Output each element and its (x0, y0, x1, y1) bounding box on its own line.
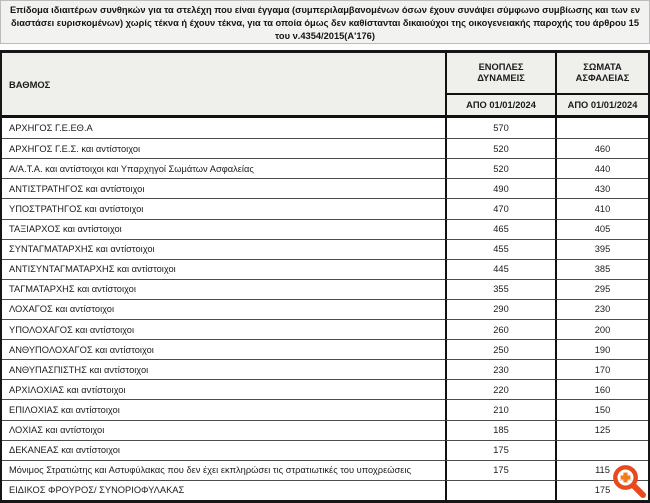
security-corps-value: 395 (555, 239, 648, 259)
security-corps-value: 190 (555, 339, 648, 359)
column-header-armed-forces (445, 53, 555, 93)
security-corps-value: 200 (555, 319, 648, 339)
column-header-armed-forces-label: ΕΝΟΠΛΕΣ ΔΥΝΑΜΕΙΣ (477, 62, 525, 83)
rank-cell: ΕΠΙΛΟΧΙΑΣ και αντίστοιχοι (2, 399, 445, 419)
subheader-security-corps-date: ΑΠΟ 01/01/2024 (555, 93, 648, 115)
rank-cell: ΕΙΔΙΚΟΣ ΦΡΟΥΡΟΣ/ ΣΥΝΟΡΙΟΦΥΛΑΚΑΣ (2, 480, 445, 500)
security-corps-value: 440 (555, 158, 648, 178)
rank-cell: ΛΟΧΙΑΣ και αντίστοιχοι (2, 420, 445, 440)
column-header-security-corps (555, 53, 648, 93)
armed-forces-value (445, 480, 555, 500)
security-corps-value (555, 440, 648, 460)
armed-forces-value: 455 (445, 239, 555, 259)
armed-forces-value: 470 (445, 198, 555, 218)
armed-forces-value: 175 (445, 460, 555, 480)
security-corps-value: 125 (555, 420, 648, 440)
rank-cell: ΑΝΘΥΠΑΣΠΙΣΤΗΣ και αντίστοιχοι (2, 359, 445, 379)
security-corps-value: 160 (555, 379, 648, 399)
security-corps-value: 410 (555, 198, 648, 218)
armed-forces-value: 230 (445, 359, 555, 379)
security-corps-value (555, 118, 648, 138)
table-title: Επίδομα ιδιαιτέρων συνθηκών για τα στελέχη που είναι έγγαμα (συμπεριλαμβανομένων όσων έχουν συνάψει σύμφωνο συμβίωσης και των εν διαστάσει ευρισκομένων) χωρίς τέκνα ή έχουν τέκνα, για τα οποία όμως δεν καθίστανται δικαιούχοι της οικογενειακής παροχής του άρθρου 15 του ν.4354/2015(Α'176) (0, 0, 650, 44)
armed-forces-value: 290 (445, 299, 555, 319)
rank-cell: ΤΑΞΙΑΡΧΟΣ και αντίστοιχοι (2, 219, 445, 239)
armed-forces-value: 250 (445, 339, 555, 359)
rank-cell: Μόνιμος Στρατιώτης και Αστυφύλακας που δεν έχει εκπληρώσει τις στρατιωτικές του υποχρεώσεις (2, 460, 445, 480)
rank-cell: ΑΡΧΗΓΟΣ Γ.Ε.ΕΘ.Α (9, 123, 93, 134)
zoom-in-button[interactable] (610, 462, 648, 500)
rank-cell: ΛΟΧΑΓΟΣ και αντίστοιχοι (2, 299, 445, 319)
rank-cell: ΥΠΟΣΤΡΑΤΗΓΟΣ και αντίστοιχοι (2, 198, 445, 218)
security-corps-value: 405 (555, 219, 648, 239)
table-header (2, 53, 648, 118)
allowance-table (0, 50, 650, 503)
armed-forces-value: 490 (445, 178, 555, 198)
security-corps-value: 115 (555, 460, 648, 480)
security-corps-value: 430 (555, 178, 648, 198)
armed-forces-value: 260 (445, 319, 555, 339)
rank-cell: ΑΡΧΗΓΟΣ Γ.Ε.Σ. και αντίστοιχοι (2, 138, 445, 158)
security-corps-value: 175 (555, 480, 648, 500)
armed-forces-value: 185 (445, 420, 555, 440)
rank-cell: ΑΝΘΥΠΟΛΟΧΑΓΟΣ και αντίστοιχοι (2, 339, 445, 359)
rank-cell: ΔΕΚΑΝΕΑΣ και αντίστοιχοι (2, 440, 445, 460)
armed-forces-value: 570 (445, 118, 555, 138)
rank-cell: ΥΠΟΛΟΧΑΓΟΣ και αντίστοιχοι (2, 319, 445, 339)
rank-cell: ΤΑΓΜΑΤΑΡΧΗΣ και αντίστοιχοι (2, 279, 445, 299)
security-corps-value: 295 (555, 279, 648, 299)
security-corps-value: 170 (555, 359, 648, 379)
rank-cell: ΣΥΝΤΑΓΜΑΤΑΡΧΗΣ και αντίστοιχοι (2, 239, 445, 259)
security-corps-value: 385 (555, 259, 648, 279)
armed-forces-value: 520 (445, 158, 555, 178)
armed-forces-value: 445 (445, 259, 555, 279)
armed-forces-value: 465 (445, 219, 555, 239)
security-corps-value: 460 (555, 138, 648, 158)
armed-forces-value: 210 (445, 399, 555, 419)
armed-forces-value: 175 (445, 440, 555, 460)
armed-forces-value: 520 (445, 138, 555, 158)
rank-cell: Α/Α.Τ.Α. και αντίστοιχοι και Υπαρχηγοί Σωμάτων Ασφαλείας (2, 158, 445, 178)
rank-cell: ΑΝΤΙΣΥΝΤΑΓΜΑΤΑΡΧΗΣ και αντίστοιχοι (2, 259, 445, 279)
armed-forces-value: 220 (445, 379, 555, 399)
rank-cell: ΑΡΧΙΛΟΧΙΑΣ και αντίστοιχοι (2, 379, 445, 399)
subheader-armed-forces-date: ΑΠΟ 01/01/2024 (445, 93, 555, 115)
magnifier-plus-icon (610, 462, 648, 500)
column-header-security-corps-label: ΣΩΜΑΤΑ ΑΣΦΑΛΕΙΑΣ (575, 62, 630, 83)
table-body (2, 118, 648, 500)
rank-cell: ΑΝΤΙΣΤΡΑΤΗΓΟΣ και αντίστοιχοι (2, 178, 445, 198)
security-corps-value: 230 (555, 299, 648, 319)
security-corps-value: 150 (555, 399, 648, 419)
armed-forces-value: 355 (445, 279, 555, 299)
column-header-rank: ΒΑΘΜΟΣ (9, 78, 51, 90)
